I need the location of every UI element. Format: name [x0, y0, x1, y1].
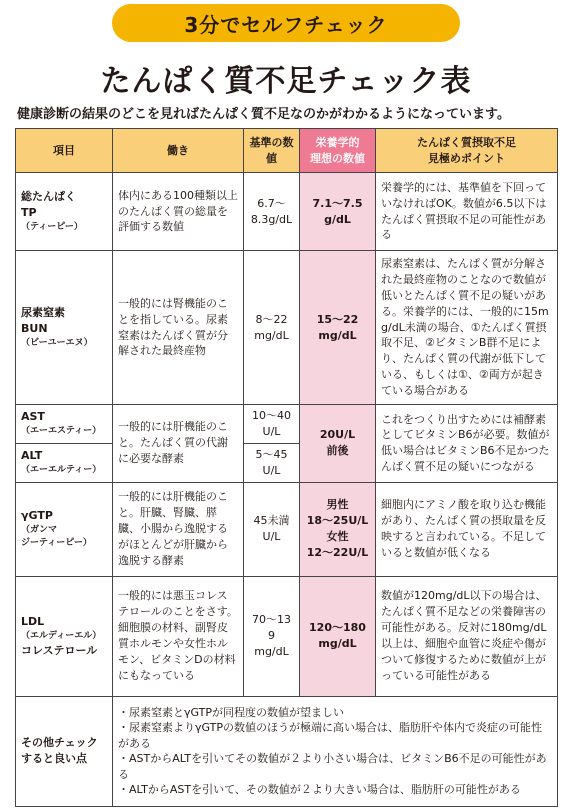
standard-cell-ast: 10～40 U/L — [244, 405, 300, 444]
list-item: ・ALTからASTを引いて、その数値が２より大きい場合は、脂肪肝の可能性がある — [118, 783, 521, 797]
function-cell-ggtp: 一般的には肝機能のこと。肝臓、腎臓、膵臓、小腸から逸脱するがほとんどが肝臓から逸脱する酵素 — [113, 482, 244, 576]
table-row-tp — [16, 173, 558, 251]
col-header-ideal: 栄養学的 理想の数値 — [300, 129, 376, 173]
page-subtitle: 健康診断の結果のどこを見ればたんぱく質不足なのかがわかるようになっています。 — [17, 107, 510, 122]
other-check-notes — [113, 696, 558, 806]
list-item: ・尿素窒素とγGTPが同程度の数値が望ましい — [118, 706, 344, 720]
ideal-cell-bun: 15～22 mg/dL — [300, 251, 376, 405]
function-cell-ast-alt: 一般的には肝機能のこと。たんぱく質の代謝に必要な酵素 — [113, 405, 244, 483]
function-cell-ldl: 一般的には悪玉コレステロールのことをさす。細胞膜の材料、副腎皮質ホルモンや女性ホルモン、ビタミンDの材料にもなっている — [113, 576, 244, 696]
list-item: ・ASTからALTを引いてその数値が２より小さい場合は、ビタミンB6不足の可能性がある — [118, 752, 547, 781]
function-cell-tp: 体内にある100種類以上のたんぱく質の総量を評価する数値 — [113, 173, 244, 251]
ideal-cell-tp: 7.1～7.5 g/dL — [300, 173, 376, 251]
standard-cell-tp: 6.7～ 8.3g/dL — [244, 173, 300, 251]
item-cell-other-check: その他チェック すると良い点 — [16, 696, 113, 806]
table-row-ast — [16, 405, 558, 444]
ideal-cell-ggtp: 男性 18～25U/L 女性 12～22U/L — [300, 482, 376, 576]
ideal-cell-ast-alt: 20U/L 前後 — [300, 405, 376, 483]
point-cell-ggtp: 細胞内にアミノ酸を取り込む機能があり、たんぱく質の摂取量を反映すると言われている。不足していると数値が低くなる — [376, 482, 558, 576]
item-cell-alt: ALT （エーエルティー） — [16, 443, 113, 482]
item-cell-tp: 総たんぱく TP （ティーピー） — [16, 173, 113, 251]
item-cell-ldl: LDL （エルディーエル） コレステロール — [16, 576, 113, 696]
banner-text: 3分でセルフチェック — [184, 12, 388, 37]
standard-cell-alt: 5～45 U/L — [244, 443, 300, 482]
point-cell-bun: 尿素窒素は、たんぱく質が分解された最終産物のことなので数値が低いとたんぱく質不足の疑いがある。栄養学的には、一般的に15mg/dL未満の場合、①たんぱく質摂取不足、②ビタミンB群不足により、たんぱく質の代謝が低下している、もしくは①、②両方が起きている場合がある — [376, 251, 558, 405]
standard-cell-bun: 8～22 mg/dL — [244, 251, 300, 405]
page-title: たんぱく質不足チェック表 — [100, 64, 472, 99]
table-row-ggtp — [16, 482, 558, 576]
standard-cell-ggtp: 45未満 U/L — [244, 482, 300, 576]
col-header-point: たんぱく質摂取不足 見極めポイント — [376, 129, 558, 173]
table-row-other-check — [16, 696, 558, 806]
col-header-function: 働き — [113, 129, 244, 173]
point-cell-tp: 栄養学的には、基準値を下回っていなければOK。数値が6.5以下はたんぱく質摂取不足の可能性がある — [376, 173, 558, 251]
col-header-item: 項目 — [16, 129, 113, 173]
table-row-bun — [16, 251, 558, 405]
point-cell-ast-alt: これをつくり出すためには補酵素としてビタミンB6が必要。数値が低い場合はビタミンB6不足かつたんぱく質不足の疑いにつながる — [376, 405, 558, 483]
function-cell-bun: 一般的には腎機能のことを指している。尿素窒素はたんぱく質が分解された最終産物 — [113, 251, 244, 405]
ideal-cell-ldl: 120～180 mg/dL — [300, 576, 376, 696]
table-header-row — [16, 129, 558, 173]
header-banner — [112, 4, 460, 42]
protein-check-table — [15, 128, 558, 807]
col-header-standard: 基準の数 値 — [244, 129, 300, 173]
list-item: ・尿素窒素よりγGTPの数値のほうが極端に高い場合は、脂肪肝や体内で炎症の可能性がある — [118, 721, 542, 750]
item-cell-bun: 尿素窒素 BUN （ビーユーエヌ） — [16, 251, 113, 405]
standard-cell-ldl: 70～139 mg/dL — [244, 576, 300, 696]
table-row-ldl — [16, 576, 558, 696]
point-cell-ldl: 数値が120mg/dL以下の場合は、たんぱく質不足などの栄養障害の可能性がある。反対に180mg/dL以上は、細胞や血管に炎症や傷がついて修復するために数値が上がっている可能性がある — [376, 576, 558, 696]
item-cell-ast: AST （エーエスティー） — [16, 405, 113, 444]
item-cell-ggtp: γGTP （ガンマ ジーティーピー） — [16, 482, 113, 576]
